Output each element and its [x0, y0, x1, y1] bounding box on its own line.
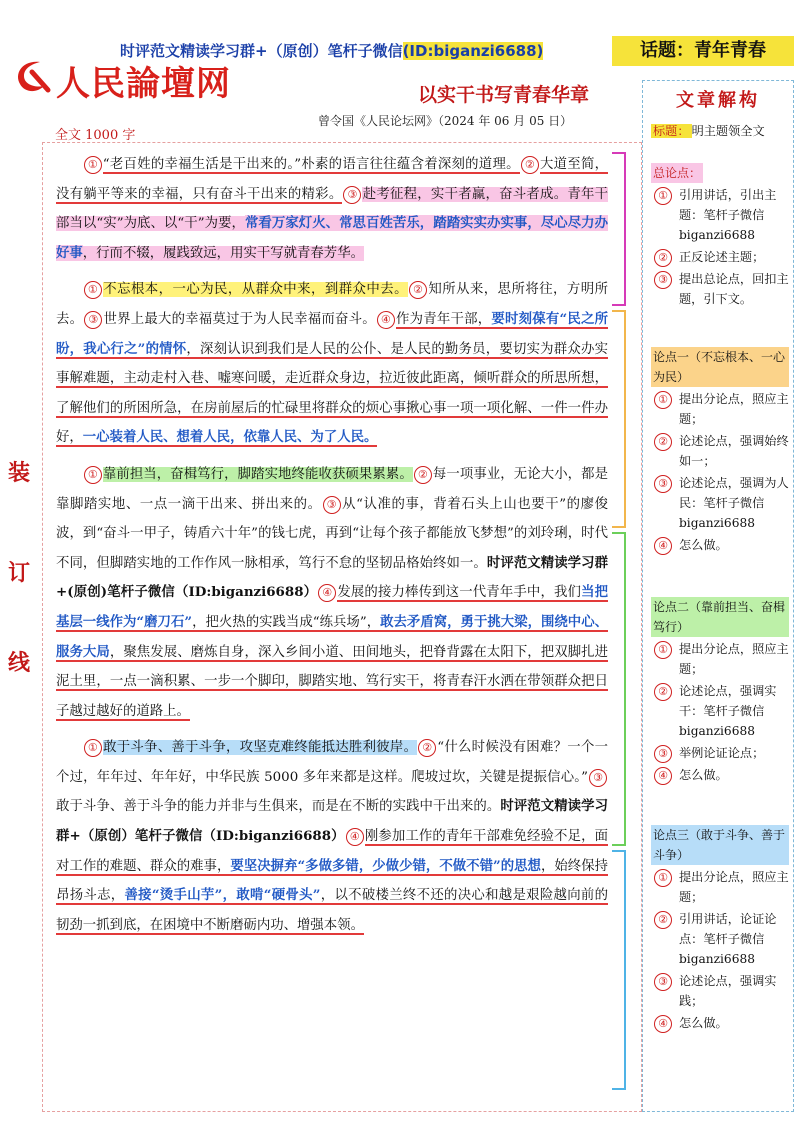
sentence: 刚参加工作的青年干部难免经验不足，面对工作的难题、群众的难事，	[56, 829, 608, 874]
watermark-text: 时评范文精读学习群+(原创)笔杆子微信（ID:biganzi6688）	[56, 554, 609, 601]
item-text: 论述论点，强调始终如一；	[679, 434, 789, 468]
item-text: 引用讲话，引出主题：笔杆子微信 biganzi6688	[679, 188, 777, 242]
sentence: “老百姓的幸福生活是干出来的。”朴素的语言往往蕴含着深刻的道理。	[102, 157, 520, 172]
section-item	[651, 185, 789, 245]
section-head: 论点二（靠前担当、奋楫笃行）	[651, 597, 789, 637]
item-number: ①	[654, 869, 672, 887]
bracket-point-2	[612, 532, 626, 846]
key-phrase: 敢去矛盾窝，勇于挑大梁，围绕中心、服务大局	[56, 613, 608, 660]
sentence: 敢于斗争、善于斗争的能力并非与生俱来，而是在不断的实践中干出来的。	[56, 799, 501, 815]
item-text: 举例论证论点；	[679, 746, 765, 760]
sentence: 世界上最大的幸福莫过于为人民幸福而奋斗。	[103, 311, 376, 327]
sentence: ，深刻认识到我们是人民的公仆、是人民的勤务员，要切实为群众办实事解难题，主动走村入巷、嘘寒问暖，走近群众身边，拉近彼此距离，倾听群众的所思所想，了解他们的所困所急，在房前屋后的忙碌里将群众的烦心事揪心事一项一项化解、一件一件办好，	[56, 341, 609, 446]
item-number: ②	[654, 433, 672, 451]
section-item	[651, 765, 789, 785]
item-text: 提出分论点，照应主题；	[679, 642, 789, 676]
bracket-point-1	[612, 310, 626, 528]
sentence: 作为青年干部，	[395, 311, 492, 327]
section-point-2	[651, 597, 789, 787]
sentence-number: ②	[418, 739, 436, 757]
bracket-point-3	[612, 850, 626, 1090]
paragraph-point-3	[56, 733, 608, 940]
sentence-number: ①	[84, 466, 102, 484]
sentence: ，始终保持昂扬斗志，	[56, 858, 609, 904]
item-number: ③	[654, 475, 672, 493]
item-number: ②	[654, 683, 672, 701]
binding-mark-1: 装	[8, 460, 31, 486]
logo	[10, 52, 240, 102]
item-number: ①	[654, 187, 672, 205]
article-byline: 曾令国《人民论坛网》（2024 年 06 月 05 日）	[318, 114, 573, 128]
section-item	[651, 639, 789, 679]
item-text: 论述论点，强调实践；	[679, 974, 777, 1008]
item-number: ②	[654, 911, 672, 929]
key-phrase: 当把基层一线作为“磨刀石”	[56, 584, 609, 630]
item-text: 提出分论点，照应主题；	[679, 392, 789, 426]
item-number: ②	[654, 249, 672, 267]
title-tag: 标题：	[653, 124, 690, 138]
sentence-number: ①	[84, 156, 102, 174]
topic-badge: 话题：青年青春	[612, 36, 794, 66]
header-text: 时评范文精读学习群+（原创）笔杆子微信	[120, 42, 403, 60]
section-item	[651, 247, 789, 267]
sub-thesis: 靠前担当，奋楫笃行，脚踏实地终能收获硕果累累。	[102, 466, 413, 482]
item-number: ①	[654, 391, 672, 409]
key-phrase: 要坚决摒弃“多做多错，少做少错，不做不错”的思想	[230, 857, 541, 874]
logo-text: 人民論壇网	[56, 64, 231, 104]
item-number: ①	[654, 641, 672, 659]
item-number: ③	[654, 973, 672, 991]
thesis-sentence-end: ，行而不辍，履践致远，用实干写就青春芳华。	[82, 245, 364, 261]
section-item	[651, 743, 789, 763]
section-head: 论点一（不忘根本、一心为民）	[651, 347, 789, 387]
item-number: ④	[654, 1015, 672, 1033]
binding-mark-3: 线	[8, 650, 31, 676]
section-item	[651, 1013, 789, 1033]
word-count: 全文 1000 字	[55, 128, 136, 143]
section-item	[651, 971, 789, 1011]
sentence-number: ②	[409, 281, 427, 299]
sentence-number: ②	[414, 466, 432, 484]
item-text: 论述论点，强调实干：笔杆子微信 biganzi6688	[679, 684, 777, 738]
article-body	[56, 150, 608, 947]
section-item	[651, 473, 789, 533]
sidebar-title-note	[651, 121, 789, 141]
structure-sidebar	[642, 80, 794, 1112]
section-point-1	[651, 347, 789, 557]
key-phrase: 一心装着人民、想着人民，依靠人民、为了人民。	[82, 429, 378, 446]
header-id: (ID:biganzi6688)	[402, 42, 544, 60]
section-item	[651, 909, 789, 969]
section-head: 总论点：	[651, 163, 703, 183]
section-thesis	[651, 163, 789, 311]
sentence-number: ③	[323, 496, 341, 514]
paragraph-point-1	[56, 275, 608, 453]
item-text: 怎么做。	[679, 538, 728, 552]
thesis-sentence: 赴考征程，实干者赢，奋斗者成。青年干部当以“实”为底、以“干”为要，	[56, 186, 609, 232]
sidebar-title: 文章解构	[676, 90, 760, 111]
sentence: 知所从来，思所将往，方明所去。	[56, 282, 608, 327]
section-item	[651, 431, 789, 471]
sentence-number: ④	[346, 828, 364, 846]
section-item	[651, 389, 789, 429]
sub-thesis: 敢于斗争、善于斗争，攻坚克难终能抵达胜利彼岸。	[102, 740, 418, 756]
section-head: 论点三（敢于斗争、善于斗争）	[651, 825, 789, 865]
paragraph-point-2	[56, 460, 608, 726]
item-text: 怎么做。	[679, 768, 728, 782]
item-text: 正反论述主题；	[679, 250, 765, 264]
sentence: 每一项事业，无论大小，都是靠脚踏实地、一点一滴干出来、拼出来的。	[56, 466, 609, 512]
item-number: ③	[654, 271, 672, 289]
item-text: 提出分论点，照应主题；	[679, 870, 789, 904]
sentence: ，聚焦发展、磨炼自身，深入乡间小道、田间地头，把脊背露在太阳下，把双脚扎进泥土里，一点一滴积累、一步一个脚印，脚踏实地、笃行实干，将青春汗水洒在带领群众把日子越过越好的道路上。	[56, 644, 609, 719]
item-text: 引用讲话，论证论点：笔杆子微信 biganzi6688	[679, 912, 777, 966]
sentence-number: ③	[589, 769, 607, 787]
section-item	[651, 867, 789, 907]
logo-mark-icon	[10, 54, 54, 98]
item-number: ④	[654, 537, 672, 555]
sentence: ，以不破楼兰终不还的决心和越是艰险越向前的韧劲一抓到底，在困境中不断磨砺内功、增强本领。	[56, 888, 609, 933]
sentence-number: ②	[521, 156, 539, 174]
item-number: ④	[654, 767, 672, 785]
sentence-number: ③	[343, 186, 361, 204]
item-number: ③	[654, 745, 672, 763]
sentence: 从“认准的事，背着石头上山也要干”的廖俊波，到“奋斗一甲子，铸盾六十年”的钱七虎，再到“让每个孩子都能放飞梦想”的刘玲琍，时代不同，但脚踏实地的工作作风一脉相承，笃行不怠的坚韧品格始终如一。	[56, 496, 608, 571]
sentence: 大道至简，没有躺平等来的幸福，只有奋斗干出来的精彩。	[56, 157, 608, 202]
sentence-number: ③	[84, 311, 102, 329]
watermark-text: 时评范文精读学习群+（原创）笔杆子微信（ID:biganzi6688）	[56, 798, 609, 845]
binding-mark-2: 订	[8, 560, 31, 586]
item-text: 提出总论点，回扣主题，引下文。	[679, 272, 789, 306]
key-phrase: 要时刻葆有“民之所盼，我心行之”的情怀	[56, 310, 609, 357]
item-text: 论述论点，强调为人民：笔杆子微信 biganzi6688	[679, 476, 789, 530]
item-text: 怎么做。	[679, 1016, 728, 1030]
section-item	[651, 535, 789, 555]
sentence-number: ①	[84, 739, 102, 757]
article-title: 以实干书写青春华章	[418, 84, 590, 106]
bracket-intro	[612, 152, 626, 306]
sentence-number: ①	[84, 281, 102, 299]
sentence: ，把火热的实践当成“练兵场”，	[192, 614, 381, 630]
section-item	[651, 681, 789, 741]
paragraph-intro	[56, 150, 608, 268]
key-phrase: 善接“烫手山芋”，敢啃“硬骨头”	[124, 887, 321, 904]
title-desc: 明主题领全文	[691, 124, 765, 138]
sentence-number: ④	[318, 584, 336, 602]
section-item	[651, 269, 789, 309]
section-point-3	[651, 825, 789, 1035]
key-phrase: 常看万家灯火、常思百姓苦乐，踏踏实实办实事，尽心尽力办好事	[56, 215, 608, 261]
sentence: “什么时候没有困难？一个一个过，年年过、年年好，中华民族 5000 多年来都是这样。爬坡过坎，关键是提振信心。”	[56, 740, 608, 785]
sentence-number: ④	[377, 311, 395, 329]
sentence: 发展的接力棒传到这一代青年手中，我们	[337, 585, 582, 601]
sub-thesis: 不忘根本，一心为民，从群众中来，到群众中去。	[102, 282, 408, 298]
